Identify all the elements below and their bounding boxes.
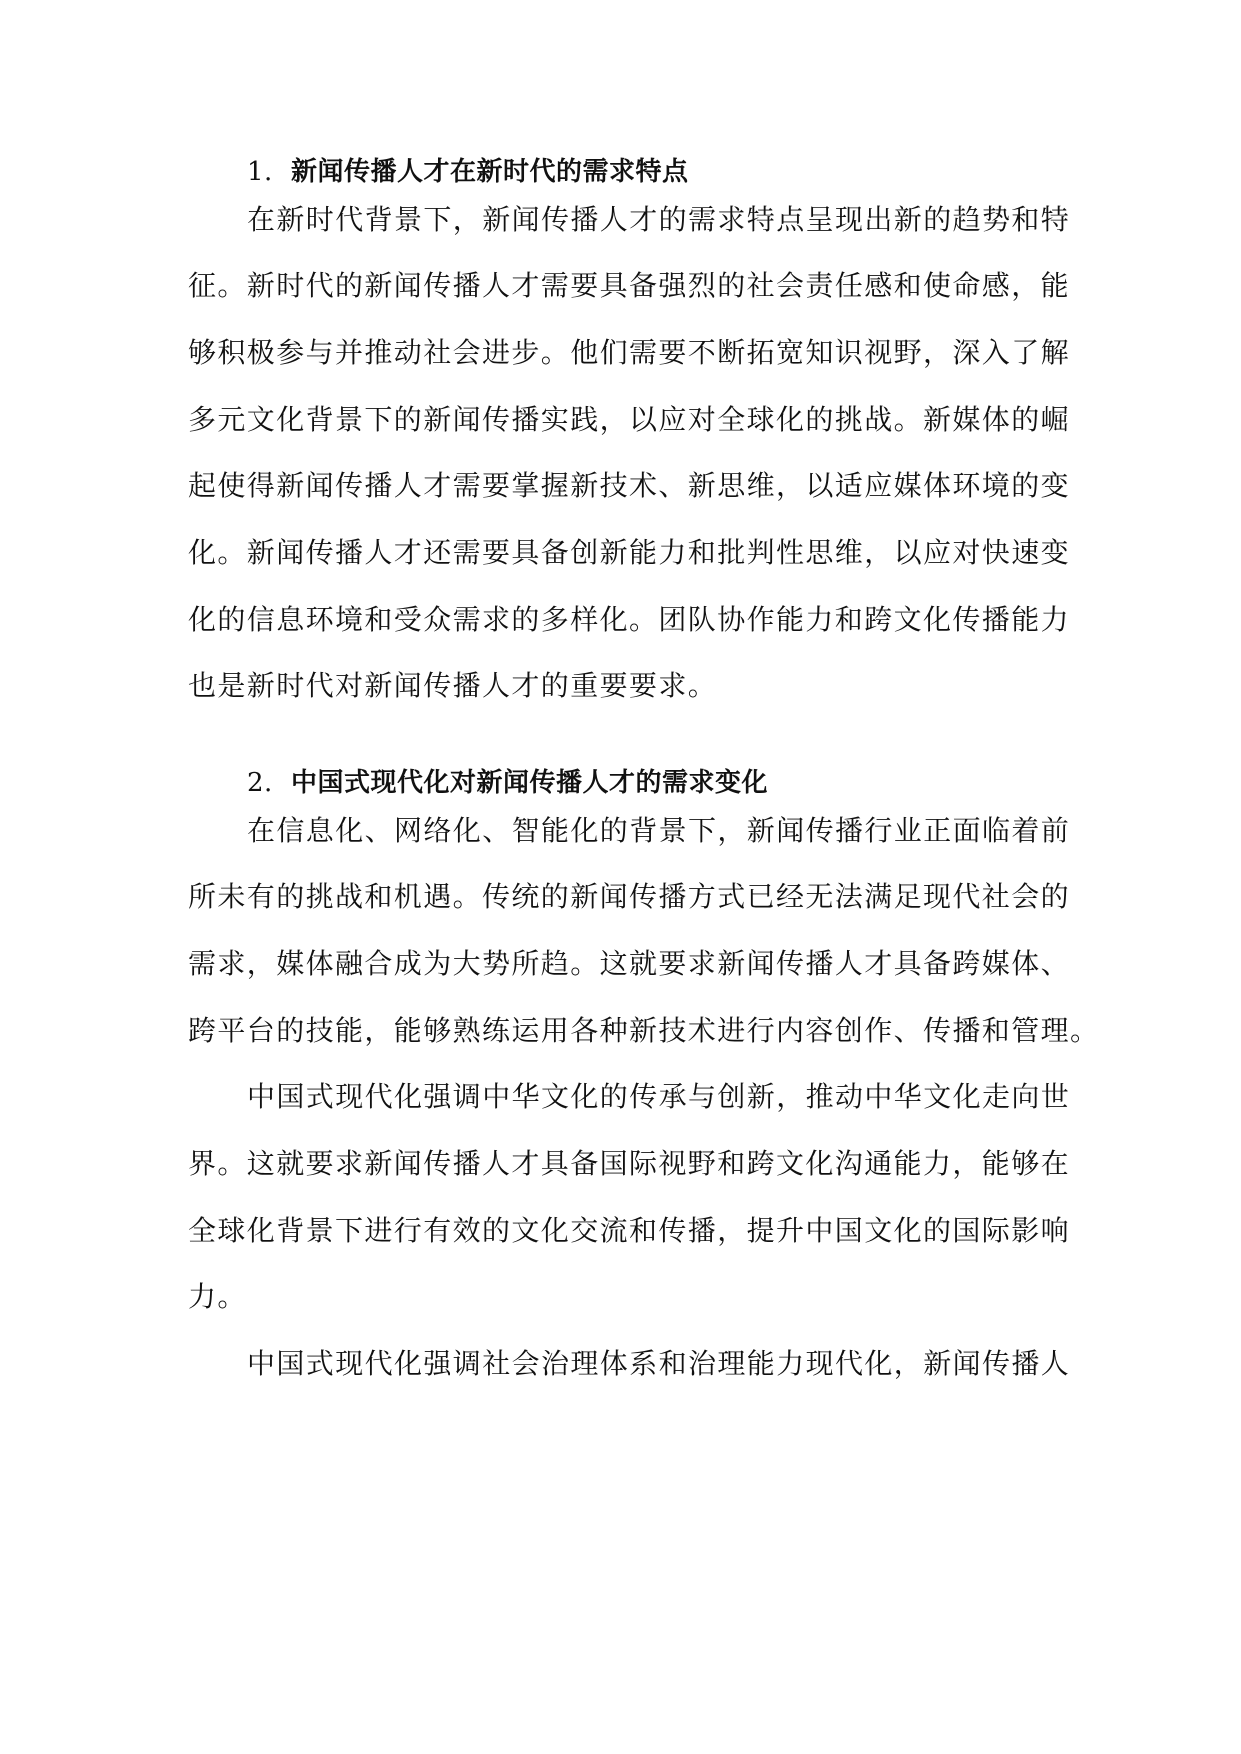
paragraph-line: 多元文化背景下的新闻传播实践，以应对全球化的挑战。新媒体的崛 [188,403,1071,436]
paragraph-line: 在新时代背景下，新闻传播人才的需求特点呈现出新的趋势和特 [247,203,1071,236]
section-number: 1. [247,157,273,187]
paragraph-line: 中国式现代化强调社会治理体系和治理能力现代化，新闻传播人 [247,1347,1071,1380]
paragraph-line: 化。新闻传播人才还需要具备创新能力和批判性思维，以应对快速变 [188,536,1071,569]
section-title: 新闻传播人才在新时代的需求特点 [291,157,689,187]
paragraph-line: 全球化背景下进行有效的文化交流和传播，提升中国文化的国际影响 [188,1214,1071,1247]
paragraph-line: 中国式现代化强调中华文化的传承与创新，推动中华文化走向世 [247,1080,1071,1113]
paragraph-line: 力。 [188,1280,247,1313]
section-heading-2 [247,765,1067,801]
paragraph-line: 需求，媒体融合成为大势所趋。这就要求新闻传播人才具备跨媒体、 [188,947,1071,980]
paragraph-line: 所未有的挑战和机遇。传统的新闻传播方式已经无法满足现代社会的 [188,880,1071,913]
section-number: 2. [247,768,273,798]
section-heading-1 [247,154,1067,190]
paragraph-line: 也是新时代对新闻传播人才的重要要求。 [188,669,718,702]
paragraph-line: 化的信息环境和受众需求的多样化。团队协作能力和跨文化传播能力 [188,603,1071,636]
paragraph-line: 够积极参与并推动社会进步。他们需要不断拓宽知识视野，深入了解 [188,336,1071,369]
paragraph-line: 跨平台的技能，能够熟练运用各种新技术进行内容创作、传播和管理。 [188,1014,1100,1047]
paragraph-line: 起使得新闻传播人才需要掌握新技术、新思维，以适应媒体环境的变 [188,469,1071,502]
paragraph-line: 在信息化、网络化、智能化的背景下，新闻传播行业正面临着前 [247,814,1071,847]
paragraph-line: 界。这就要求新闻传播人才具备国际视野和跨文化沟通能力，能够在 [188,1147,1071,1180]
paragraph-line: 征。新时代的新闻传播人才需要具备强烈的社会责任感和使命感，能 [188,269,1071,302]
section-title: 中国式现代化对新闻传播人才的需求变化 [291,768,769,798]
